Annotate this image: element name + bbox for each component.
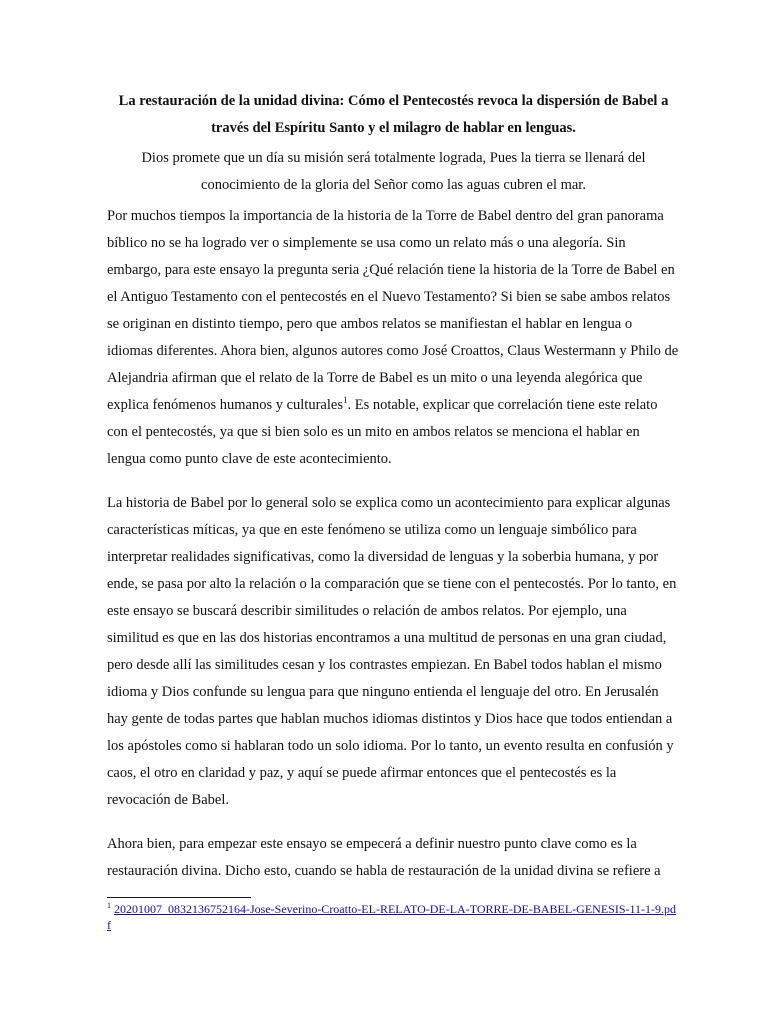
epigraph: Dios promete que un día su misión será totalmente lograda, Pues la tierra se llenará del conocimiento de la gloria del Señor como las aguas cubren el mar. — [141, 150, 646, 193]
paragraph-3: Ahora bien, para empezar este ensayo se empecerá a definir nuestro punto clave como es la restauración divina. Dicho esto, cuando se habla de restauración de la unidad divina se refiere a — [107, 836, 661, 879]
footnote-reference[interactable]: 1 — [342, 395, 348, 406]
document-title: La restauración de la unidad divina: Cómo el Pentecostés revoca la dispersión de Babel a través del Espíritu Santo y el milagro de hablar en lenguas. — [118, 93, 669, 136]
footnote-link[interactable]: 20201007_0832136752164-Jose-Severino-Croatto-EL-RELATO-DE-LA-TORRE-DE-BABEL-GENESIS-11-1-9.pdf — [107, 902, 677, 932]
footnote-number: 1 — [107, 901, 111, 910]
paragraph-2: La historia de Babel por lo general solo se explica como un acontecimiento para explicar algunas características míticas, ya que en este fenómeno se utiliza como un lenguaje simbólico para interpretar realidades significativas, como la diversidad de lenguas y la soberbia humana, y por ende, se pasa por alto la relación o la comparación que se tiene con el pentecostés. Por lo tanto, en este ensayo se buscará describir similitudes o relación de ambos relatos. Por ejemplo, una similitud es que en las dos historias encontramos a una multitud de personas en una gran ciudad, pero desde allí las similitudes cesan y los contrastes empiezan. En Babel todos hablan el mismo idioma y Dios confunde su lengua para que ninguno entienda el lenguaje del otro. En Jerusalén hay gente de todas partes que hablan muchos idiomas distintos y Dios hace que todos entiendan a los apóstoles como si hablaran todo un solo idioma. Por lo tanto, un evento resulta en confusión y caos, el otro en claridad y paz, y aquí se puede afirmar entonces que el pentecostés es la revocación de Babel. — [107, 495, 677, 808]
paragraph-1 — [107, 203, 680, 473]
document-body — [107, 88, 680, 885]
paragraph-1-text-a: Por muchos tiempos la importancia de la historia de la Torre de Babel dentro del gran panorama bíblico no se ha logrado ver o simplemente se usa como un relato más o una alegoría. Sin embargo, para este ensayo la pregunta seria ¿Qué relación tiene la historia de la Torre de Babel en el Antiguo Testamento con el pentecostés en el Nuevo Testamento? Si bien se sabe ambos relatos se originan en distinto tiempo, pero que ambos relatos se manifiestan el hablar en lengua o idiomas diferentes. Ahora bien, algunos autores como José Croattos, Claus Westermann y Philo de Alejandria afirman que el relato de la Torre de Babel es un mito o una leyenda alegórica que explica fenómenos humanos y culturales — [107, 208, 679, 413]
paragraph-1-text-b: . Es notable, explicar que correlación tiene este relato con el pentecostés, ya que si bien solo es un mito en ambos relatos se menciona el hablar en lengua como punto clave de este acontecimiento. — [107, 397, 658, 467]
footnote — [107, 901, 680, 933]
footnote-divider — [107, 897, 251, 898]
